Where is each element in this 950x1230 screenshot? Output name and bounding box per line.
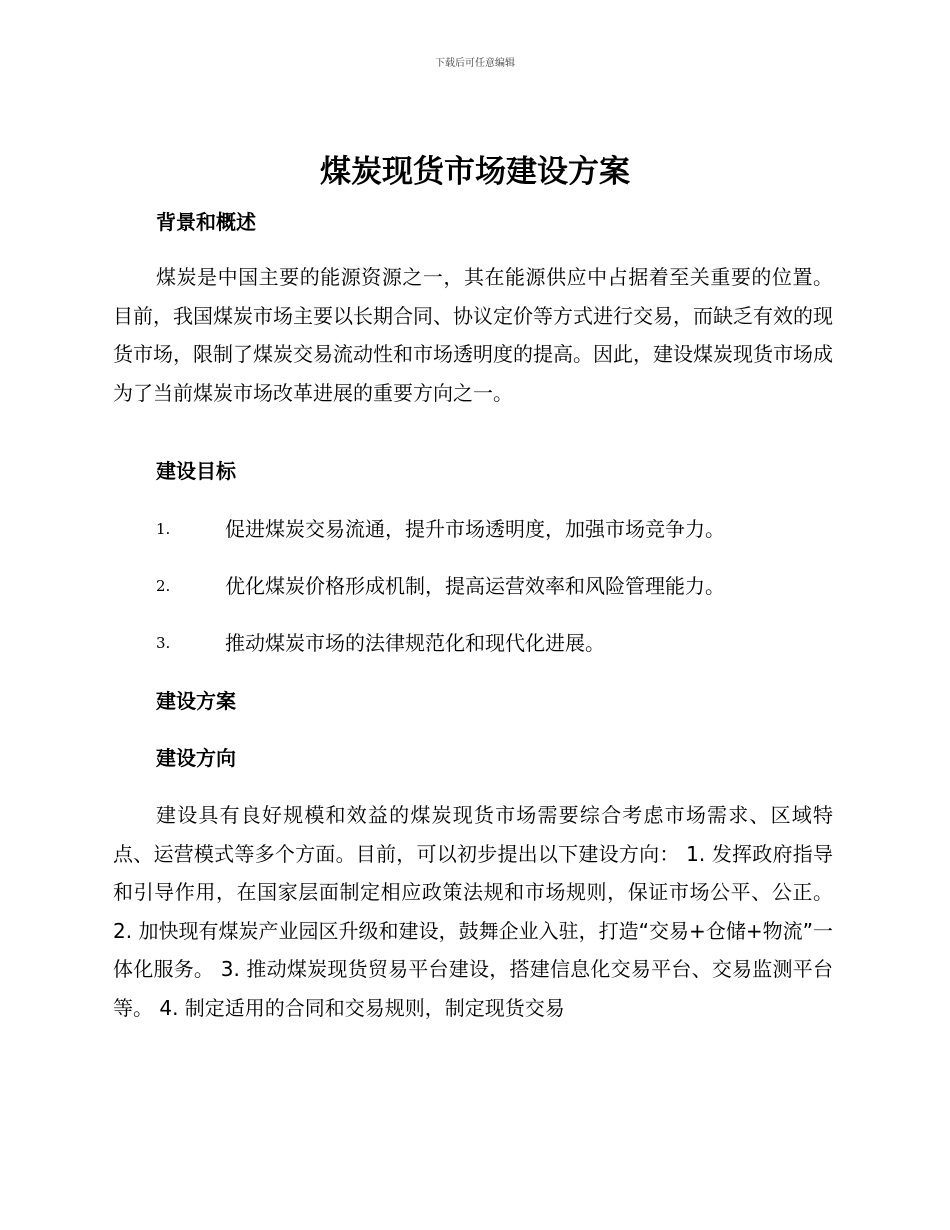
list-text: 推动煤炭市场的法律规范化和现代化进展。 <box>225 631 605 655</box>
page-header: 下载后可任意编辑 <box>435 58 515 69</box>
section-heading-goals: 建设目标 <box>156 459 236 483</box>
goal-list-item <box>156 514 836 544</box>
paragraph-direction: 建设具有良好规模和效益的煤炭现货市场需要综合考虑市场需求、区域特点、运营模式等多个方面。目前，可以初步提出以下建设方向： 1. 发挥政府指导和引导作用，在国家层面制定相应政策法规和市场规则，保证市场公平、公正。 2. 加快现有煤炭产业园区升级和建设，鼓舞企业入驻，打造“交易+仓储+物流”一体化服务。 3. 推动煤炭现货贸易平台建设，搭建信息化交易平台、交易监测平台等。 4. 制定适用的合同和交易规则，制定现货交易 <box>113 803 833 1020</box>
section-heading-background: 背景和概述 <box>156 210 256 234</box>
list-number: 3. <box>156 634 171 652</box>
list-number: 2. <box>156 577 171 595</box>
section-heading-direction: 建设方向 <box>156 746 236 770</box>
list-text: 优化煤炭价格形成机制，提高运营效率和风险管理能力。 <box>225 574 725 598</box>
list-text: 促进煤炭交易流通，提升市场透明度，加强市场竞争力。 <box>225 517 725 541</box>
goal-list-item <box>156 628 836 658</box>
list-number: 1. <box>156 520 171 538</box>
section-heading-plan: 建设方案 <box>156 689 236 713</box>
goal-list-item <box>156 571 836 601</box>
paragraph-background: 煤炭是中国主要的能源资源之一，其在能源供应中占据着至关重要的位置。目前，我国煤炭市场主要以长期合同、协议定价等方式进行交易，而缺乏有效的现货市场，限制了煤炭交易流动性和市场透明度的提高。因此，建设煤炭现货市场成为了当前煤炭市场改革进展的重要方向之一。 <box>113 265 833 405</box>
document-title: 煤炭现货市场建设方案 <box>320 154 630 190</box>
